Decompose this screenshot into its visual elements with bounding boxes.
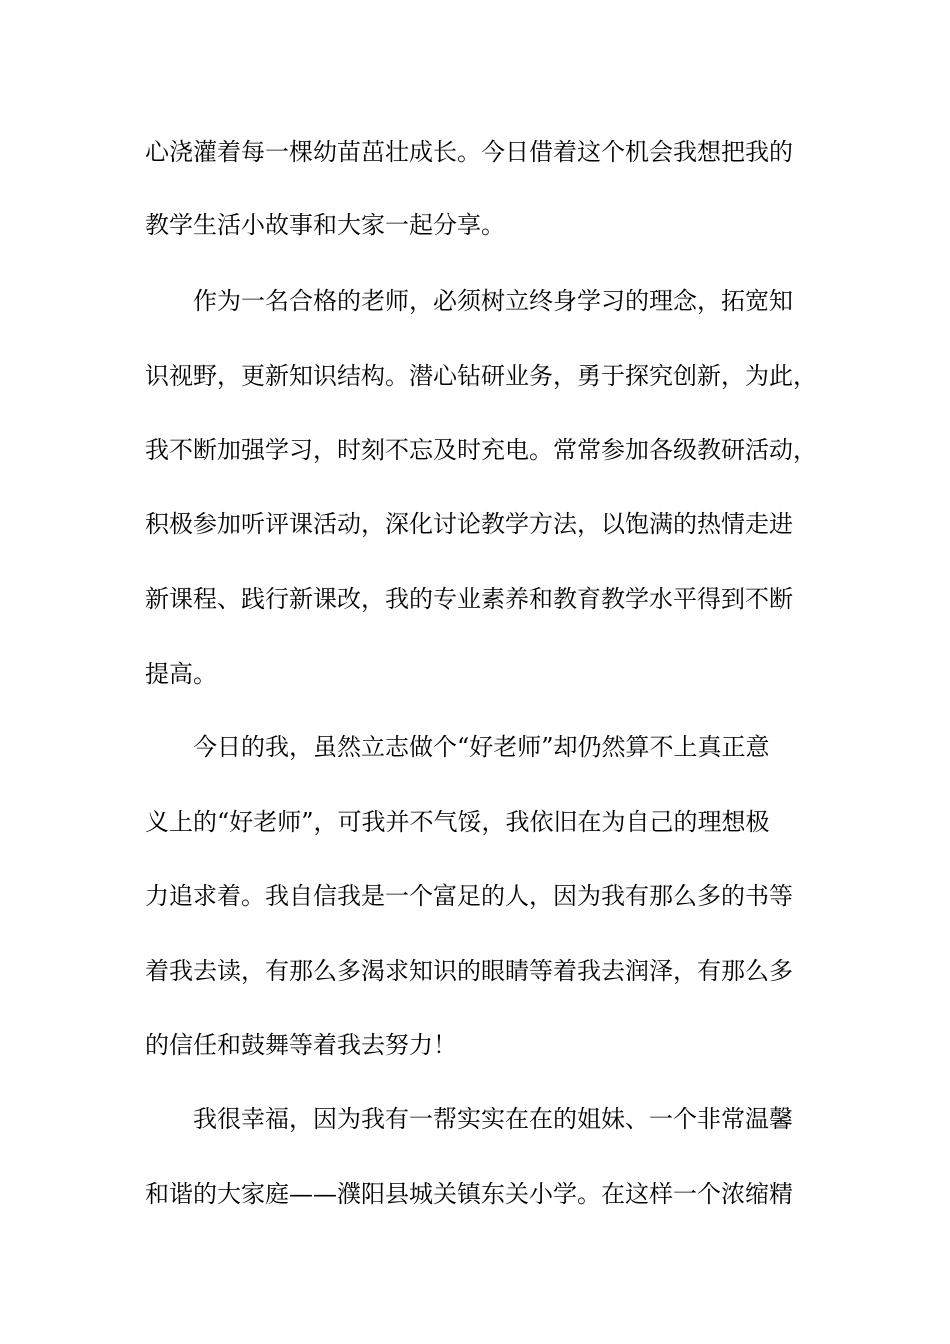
- text-line: 提高。: [145, 660, 217, 688]
- text-line: 教学生活小故事和大家一起分享。: [145, 211, 505, 239]
- text-line: 力追求着。我自信我是一个富足的人，因为我有那么多的书等: [145, 882, 793, 910]
- paragraph-first-line: 我很幸福，因为我有一帮实实在在的姐妹、一个非常温馨: [193, 1105, 793, 1133]
- text-line: 心浇灌着每一棵幼苗茁壮成长。今日借着这个机会我想把我的: [145, 138, 793, 166]
- text-line: 积极参加听评课活动，深化讨论教学方法，以饱满的热情走进: [145, 510, 793, 538]
- text-line: 新课程、践行新课改，我的专业素养和教育教学水平得到不断: [145, 585, 793, 613]
- text-line: 我不断加强学习，时刻不忘及时充电。常常参加各级教研活动，: [145, 436, 817, 464]
- text-line: 和谐的大家庭——濮阳县城关镇东关小学。在这样一个浓缩精: [145, 1180, 793, 1208]
- text-line: 的信任和鼓舞等着我去努力！: [145, 1031, 457, 1059]
- text-line: 义上的“好老师”，可我并不气馁，我依旧在为自己的理想极: [145, 808, 770, 836]
- paragraph-first-line: 今日的我，虽然立志做个“好老师”却仍然算不上真正意: [193, 733, 770, 761]
- text-line: 识视野，更新知识结构。潜心钻研业务，勇于探究创新，为此，: [145, 362, 817, 390]
- text-line: 着我去读，有那么多渴求知识的眼睛等着我去润泽，有那么多: [145, 957, 793, 985]
- paragraph-first-line: 作为一名合格的老师，必须树立终身学习的理念，拓宽知: [193, 287, 793, 315]
